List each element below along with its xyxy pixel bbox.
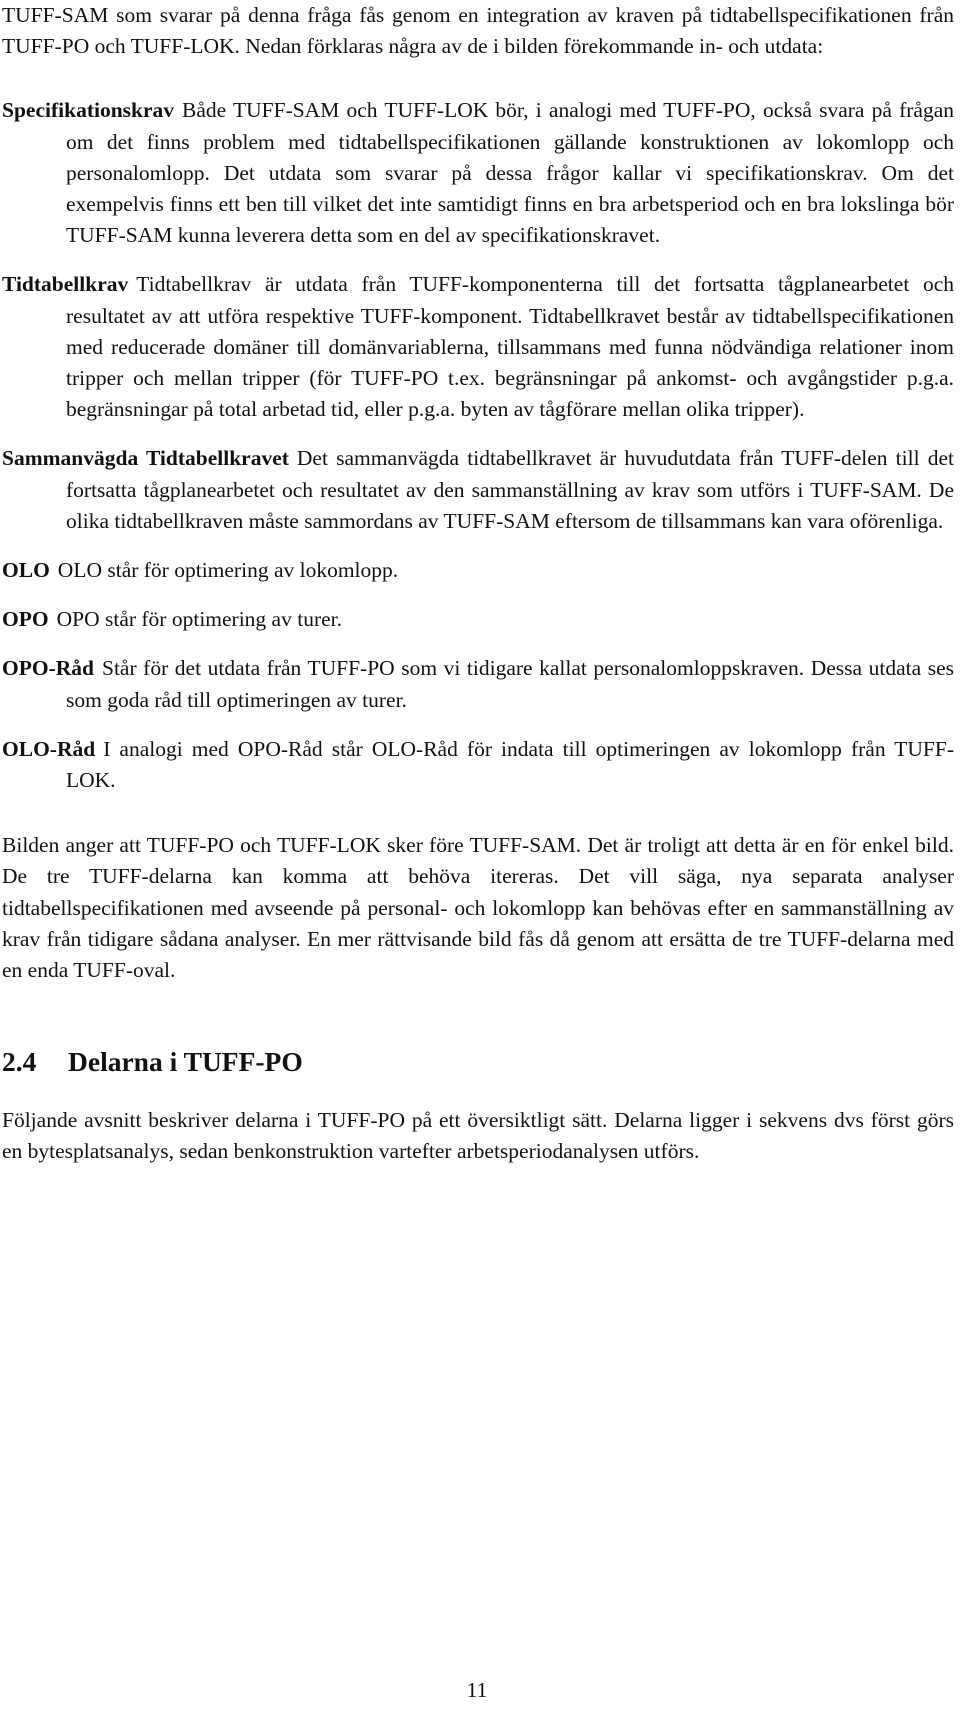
- section-heading: [2, 1045, 954, 1079]
- definition-item: [2, 653, 954, 715]
- definition-text: OPO står för optimering av turer.: [56, 607, 343, 632]
- definition-item: [2, 269, 954, 425]
- body-paragraph: Bilden anger att TUFF-PO och TUFF-LOK sker före TUFF-SAM. Det är troligt att detta är en för enkel bild. De tre TUFF-delarna kan komma att behöva itereras. Det vill säga, nya separata analyser tidtabellspecifikationen med avseende på personal- och lokomlopp kan behövas efter en sammanställning av krav från tidigare sådana analyser. En mer rättvisande bild fås då genom att ersätta de tre TUFF-delarna med en enda TUFF-oval.: [2, 833, 954, 983]
- definition-item: [2, 604, 954, 635]
- definition-text: Både TUFF-SAM och TUFF-LOK bör, i analogi med TUFF-PO, också svara på frågan om det finns problem med tidtabellspecifikationen gällande konstruktionen av lokomlopp och personalomlopp. Det utdata som svarar på dessa frågor kallar vi specifikationskrav. Om det exempelvis finns ett ben till vilket det inte samtidigt finns en bra arbetsperiod och en bra lokslinga bör TUFF-SAM kunna leverera detta som en del av specifikationskravet.: [66, 98, 954, 248]
- definition-term: Sammanvägda Tidtabellkravet: [2, 446, 289, 471]
- definition-item: [2, 95, 954, 251]
- intro-paragraph: TUFF-SAM som svarar på denna fråga fås genom en integration av kraven på tidtabellspecifikationen från TUFF-PO och TUFF-LOK. Nedan förklaras några av de i bilden förekommande in- och utdata:: [2, 3, 954, 59]
- section-title: Delarna i TUFF-PO: [68, 1046, 303, 1078]
- definition-text: I analogi med OPO-Råd står OLO-Råd för indata till optimeringen av lokomlopp från TUFF-LOK.: [66, 736, 954, 793]
- page-number: 11: [466, 1678, 488, 1702]
- definition-text: Står för det utdata från TUFF-PO som vi tidigare kallat personalomloppskraven. Dessa utdata ses som goda råd till optimeringen av turer.: [66, 656, 954, 712]
- definition-list: [2, 95, 954, 796]
- definition-item: [2, 555, 954, 586]
- definition-term: OLO: [2, 558, 50, 583]
- definition-text: OLO står för optimering av lokomlopp.: [57, 558, 399, 583]
- definition-term: OPO-Råd: [2, 656, 94, 681]
- definition-item: [2, 443, 954, 537]
- definition-term: OLO-Råd: [2, 736, 96, 761]
- section-number: 2.4: [2, 1046, 37, 1078]
- definition-term: OPO: [2, 607, 49, 632]
- definition-text: Det sammanvägda tidtabellkravet är huvudutdata från TUFF-delen till det fortsatta tågplanearbetet och resultatet av den sammanställning av krav som utförs i TUFF-SAM. De olika tidtabellkraven måste sammordans av TUFF-SAM eftersom de tillsammans kan vara oförenliga.: [66, 446, 955, 533]
- definition-item: [2, 734, 954, 796]
- section-intro-paragraph: Följande avsnitt beskriver delarna i TUFF-PO på ett översiktligt sätt. Delarna ligger i sekvens dvs först görs en bytesplatsanalys, sedan benkonstruktion vartefter arbetsperiodanalysen utförs.: [2, 1108, 954, 1164]
- definition-term: Specifikationskrav: [2, 98, 175, 123]
- document-page: [2, 0, 954, 1168]
- definition-text: Tidtabellkrav är utdata från TUFF-komponenterna till det fortsatta tågplanearbetet och resultatet av att utföra respektive TUFF-komponent. Tidtabellkravet består av tidtabellspecifikationen med reducerade domäner till domänvariablerna, tillsammans med funna nödvändiga relationer inom tripper och mellan tripper (för TUFF-PO t.ex. begränsningar på ankomst- och avgångstider p.g.a. begränsningar på total arbetad tid, eller p.g.a. byten av tågförare mellan olika tripper).: [66, 272, 954, 422]
- definition-term: Tidtabellkrav: [2, 272, 129, 297]
